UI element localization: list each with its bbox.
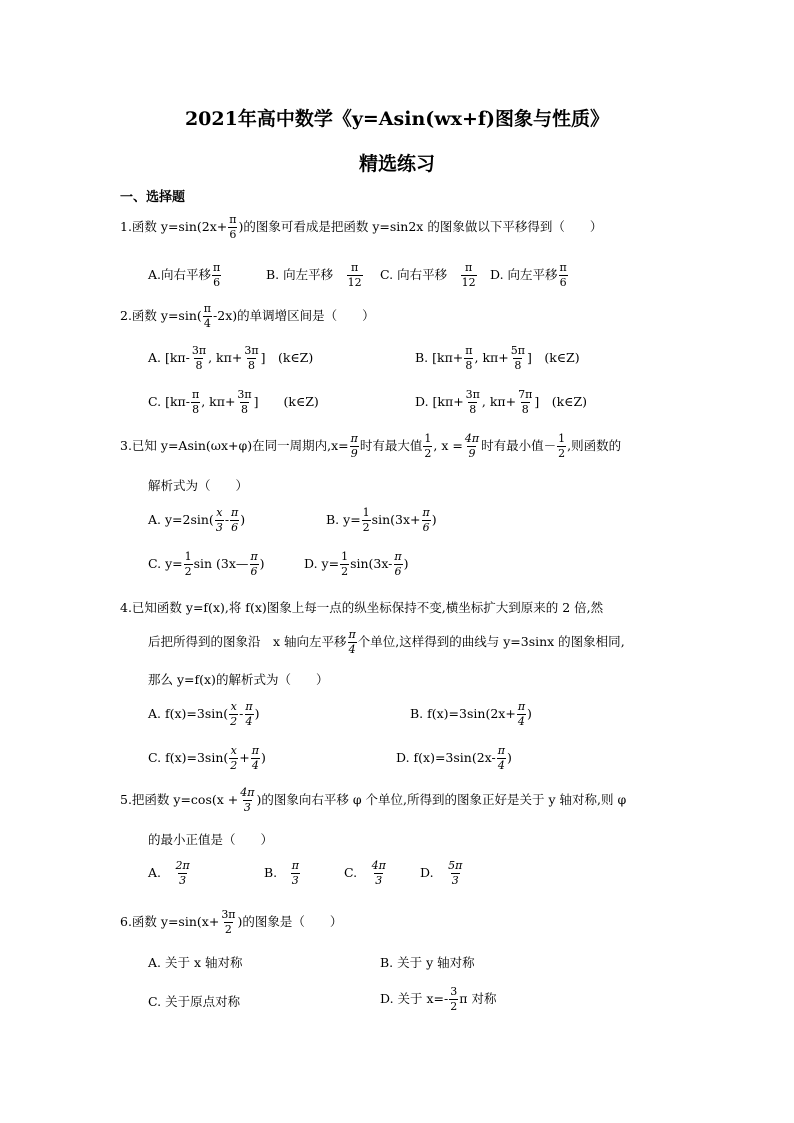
question-5-option-c: C. $\frac{4\pi}{3}$ xyxy=(344,859,386,888)
question-4-option-c: C. f(x)=3sin( $\frac{x}{2}$ + $\frac{\pi}{4}$ ) xyxy=(148,744,266,773)
question-3-stem: 3.已知 y=Asin(ωx+φ)在同一周期内,x= $\frac{\pi}{9}$ 时有最大值 $\frac{1}{2}$ , x = $\frac{4\pi}{9}$ 时有最小值－ $\frac{1}{2}$ ,则函数的 xyxy=(120,432,622,461)
question-4-option-d: D. f(x)=3sin(2x- $\frac{\pi}{4}$ ) xyxy=(396,744,512,773)
question-2-option-b: B. [kπ+ $\frac{\pi}{8}$ , kπ+ $\frac{5\pi}{8}$ ] (k∈Z) xyxy=(415,344,580,373)
question-6-option-b: B. 关于 y 轴对称 xyxy=(380,955,475,970)
question-1-option-d: D. 向左平移 $\frac{\pi}{6}$ xyxy=(490,261,567,290)
question-4-line-1: 4.已知函数 y=f(x),将 f(x)图象上每一点的纵坐标保持不变,横坐标扩大到原来的 2 倍,然 xyxy=(120,600,604,615)
question-3-option-a: A. y=2sin( $\frac{x}{3}$ - $\frac{\pi}{6}$ ) xyxy=(148,506,246,535)
question-5-stem: 5.把函数 y=cos(x + $\frac{4\pi}{3}$ )的图象向右平移 φ 个单位,所得到的图象正好是关于 y 轴对称,则 φ xyxy=(120,786,627,815)
question-3-option-c: C. y= $\frac{1}{2}$ sin (3x— $\frac{\pi}{6}$ ) xyxy=(148,550,265,579)
question-6-option-a: A. 关于 x 轴对称 xyxy=(148,955,243,970)
question-2-option-c: C. [kπ- $\frac{\pi}{8}$ , kπ+ $\frac{3\pi}{8}$ ] (k∈Z) xyxy=(148,388,319,417)
question-1-option-a: A.向右平移 $\frac{\pi}{6}$ xyxy=(148,261,221,290)
question-1-stem: 1.函数 y=sin(2x+ $\frac{\pi}{6}$ )的图象可看成是把函数 y=sin2x 的图象做以下平移得到（ ） xyxy=(120,213,603,242)
question-4-line-2: 后把所得到的图象沿 x 轴向左平移 $\frac{\pi}{4}$ 个单位,这样得到的曲线与 y=3sinx 的图象相同, xyxy=(148,628,625,657)
section-heading: 一、选择题 xyxy=(120,190,186,205)
question-4-option-a: A. f(x)=3sin( $\frac{x}{2}$ - $\frac{\pi}{4}$ ) xyxy=(148,700,260,729)
question-2-option-d: D. [kπ+ $\frac{3\pi}{8}$ , kπ+ $\frac{7\pi}{8}$ ] (k∈Z) xyxy=(415,388,588,417)
question-3-line-2: 解析式为（ ） xyxy=(148,478,249,493)
question-3-option-b: B. y= $\frac{1}{2}$ sin(3x+ $\frac{\pi}{6}$ ) xyxy=(326,506,437,535)
question-5-option-b: B. $\frac{\pi}{3}$ xyxy=(264,859,299,888)
question-5-option-d: D. $\frac{5\pi}{3}$ xyxy=(420,859,463,888)
question-4-line-3: 那么 y=f(x)的解析式为（ ） xyxy=(148,672,329,687)
question-2-option-a: A. [kπ- $\frac{3\pi}{8}$ , kπ+ $\frac{3\pi}{8}$ ] (k∈Z) xyxy=(148,344,314,373)
question-5-option-a: A. $\frac{2\pi}{3}$ xyxy=(148,859,190,888)
question-1-option-c: C. 向右平移 $\frac{\pi}{12}$ xyxy=(380,261,476,290)
question-5-line-2: 的最小正值是（ ） xyxy=(148,832,274,847)
question-6-stem: 6.函数 y=sin(x+ $\frac{3\pi}{2}$ )的图象是（ ） xyxy=(120,908,343,937)
question-2-stem: 2.函数 y=sin( $\frac{\pi}{4}$ -2x)的单调增区间是（ ） xyxy=(120,302,375,331)
question-1-option-b: B. 向左平移 $\frac{\pi}{12}$ xyxy=(266,261,362,290)
document-title: 2021年高中数学《y=Asin(wx+f)图象与性质》 xyxy=(184,108,610,130)
question-6-option-c: C. 关于原点对称 xyxy=(148,994,241,1009)
question-3-option-d: D. y= $\frac{1}{2}$ sin(3x- $\frac{\pi}{6}$ ) xyxy=(304,550,409,579)
question-4-option-b: B. f(x)=3sin(2x+ $\frac{\pi}{4}$ ) xyxy=(410,700,532,729)
question-6-option-d: D. 关于 x=- $\frac{3}{2}$ π 对称 xyxy=(380,985,497,1014)
fraction: $\frac{\pi}{6}$ xyxy=(229,213,237,242)
document-subtitle: 精选练习 xyxy=(358,153,435,175)
